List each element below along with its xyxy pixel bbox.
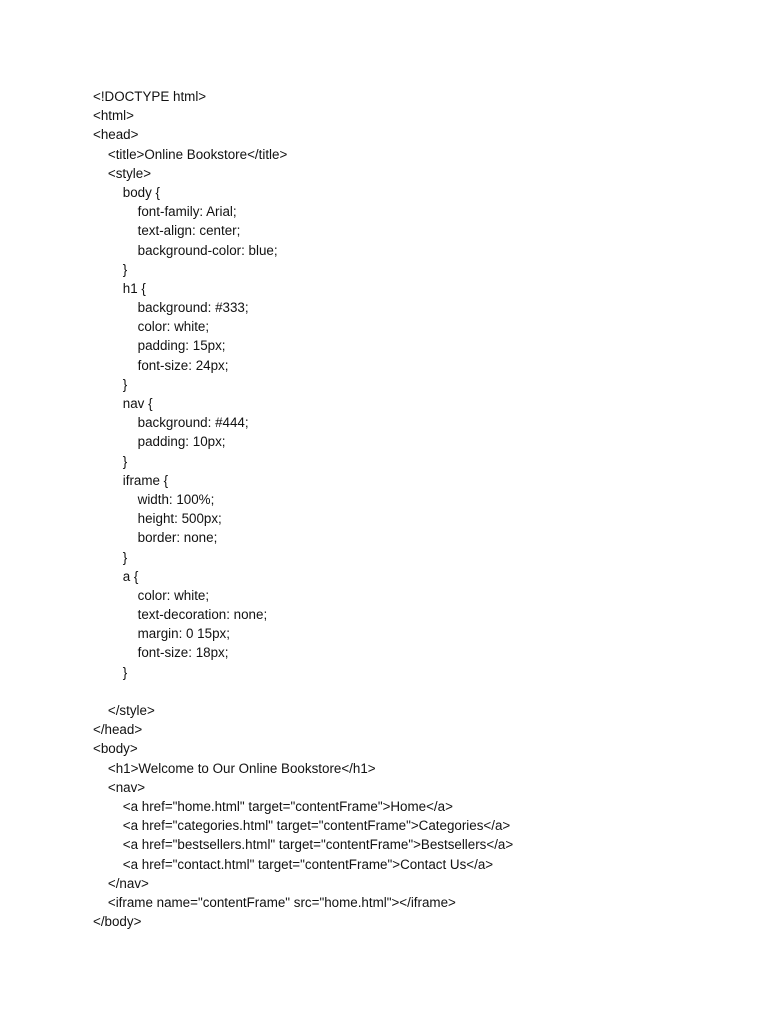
code-line: a { — [93, 568, 139, 584]
code-line: nav { — [93, 396, 153, 411]
code-line: font-size: 24px; — [93, 357, 229, 373]
code-line: color: white; — [93, 319, 210, 335]
code-line: </nav> — [93, 875, 149, 891]
code-line: <a href="bestsellers.html" target="contentFrame">Bestsellers</a> — [93, 837, 514, 853]
code-line: iframe { — [93, 472, 169, 488]
code-line: <body> — [93, 741, 138, 757]
code-line: background: #333; — [93, 300, 249, 316]
code-line: padding: 10px; — [93, 434, 226, 450]
code-line: padding: 15px; — [93, 338, 226, 354]
code-line: body { — [93, 184, 160, 200]
code-line: } — [93, 664, 128, 680]
code-line: <head> — [93, 127, 139, 143]
code-line: <title>Online Bookstore</title> — [93, 146, 288, 162]
code-line — [93, 682, 513, 701]
code-listing — [93, 87, 513, 931]
code-line: width: 100%; — [93, 491, 215, 507]
code-line: <a href="categories.html" target="contentFrame">Categories</a> — [93, 818, 511, 834]
code-line: border: none; — [93, 530, 218, 546]
code-line: <html> — [93, 108, 134, 124]
code-line: <!DOCTYPE html> — [93, 89, 207, 104]
code-line: </body> — [93, 914, 142, 930]
code-line: <iframe name="contentFrame" src="home.html"></iframe> — [93, 894, 456, 910]
code-line: </style> — [93, 703, 155, 718]
code-line: <nav> — [93, 779, 146, 795]
code-line: font-size: 18px; — [93, 645, 229, 661]
code-line: } — [93, 261, 128, 277]
code-line: <a href="contact.html" target="contentFrame">Contact Us</a> — [93, 856, 494, 872]
code-line: } — [93, 453, 128, 469]
code-line: background: #444; — [93, 415, 249, 431]
code-line: h1 { — [93, 280, 146, 296]
code-line: height: 500px; — [93, 511, 222, 527]
code-line: text-decoration: none; — [93, 607, 268, 623]
code-line: <a href="home.html" target="contentFrame">Home</a> — [93, 798, 453, 814]
code-line: </head> — [93, 722, 143, 738]
code-line: <style> — [93, 165, 152, 181]
code-line: } — [93, 376, 128, 392]
code-line: } — [93, 549, 128, 565]
code-line: color: white; — [93, 587, 210, 603]
code-line: text-align: center; — [93, 223, 241, 239]
code-line: font-family: Arial; — [93, 204, 237, 220]
code-line: background-color: blue; — [93, 242, 278, 258]
code-line: <h1>Welcome to Our Online Bookstore</h1> — [93, 760, 376, 776]
code-line: margin: 0 15px; — [93, 626, 230, 642]
